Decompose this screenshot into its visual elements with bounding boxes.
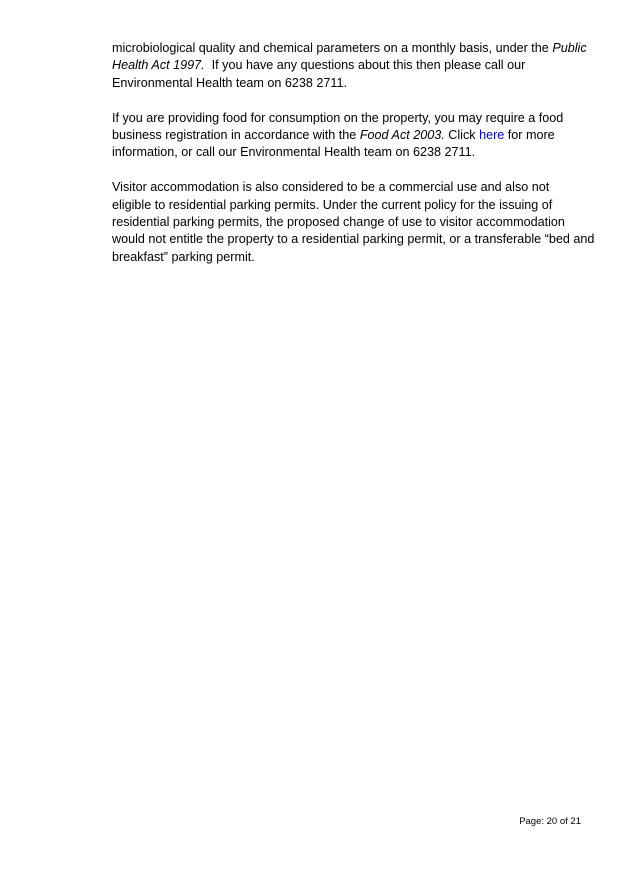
text-line: residential parking permits, the proposed change of use to visitor accommodation <box>112 215 565 230</box>
water-quality-paragraph <box>112 40 588 92</box>
text-line <box>112 127 588 144</box>
text-line <box>112 57 588 74</box>
text-line: eligible to residential parking permits. Under the current policy for the issuing of <box>112 197 553 212</box>
page-number: Page: 20 of 21 <box>519 816 581 827</box>
text-line: breakfast” parking permit. <box>112 249 255 264</box>
text-run: Click <box>444 128 480 143</box>
act-name-italic: Health Act 1997. <box>112 58 205 73</box>
page-body <box>112 40 595 284</box>
here-link[interactable]: here <box>479 128 505 143</box>
food-registration-paragraph <box>112 110 588 162</box>
text-run: for more <box>504 128 555 143</box>
text-line: Visitor accommodation is also considered to be a commercial use and also not <box>112 180 550 195</box>
parking-permit-paragraph <box>112 179 595 266</box>
act-name-italic: Food Act 2003. <box>359 128 445 143</box>
text-line <box>112 40 588 57</box>
text-line: Environmental Health team on 6238 2711. <box>112 75 348 90</box>
text-line: If you are providing food for consumption on the property, you may require a food <box>112 110 564 125</box>
act-name-italic: Public <box>552 41 587 55</box>
text-run: business registration in accordance with the <box>112 128 360 143</box>
text-line: would not entitle the property to a residential parking permit, or a transferable “bed and <box>112 232 595 247</box>
text-run: If you have any questions about this then please call our <box>204 58 526 73</box>
text-line: information, or call our Environmental Health team on 6238 2711. <box>112 145 476 160</box>
text-run: microbiological quality and chemical parameters on a monthly basis, under the <box>112 41 553 55</box>
